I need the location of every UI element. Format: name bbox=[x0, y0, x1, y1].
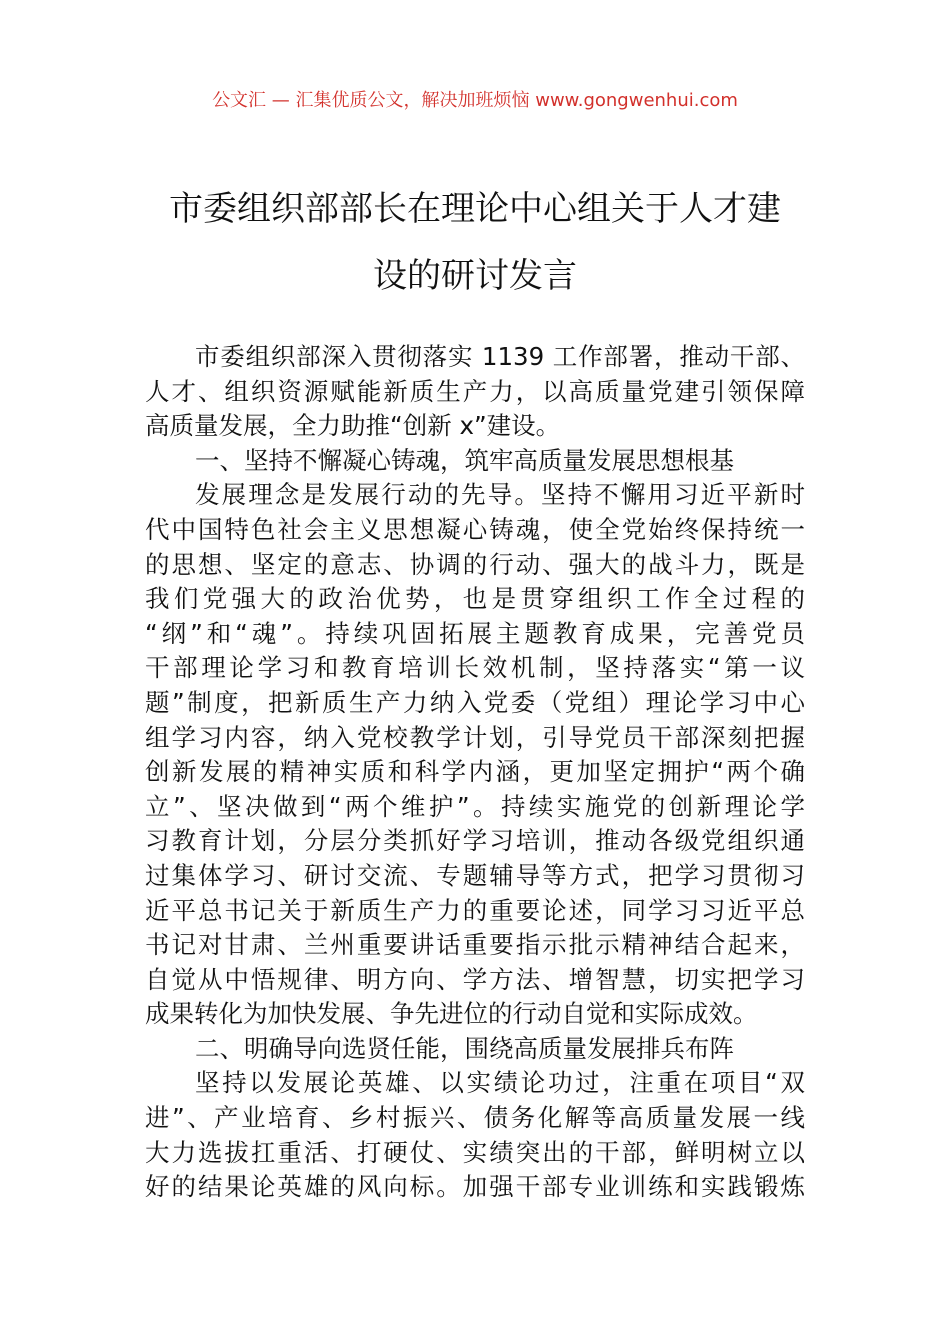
text-line: 干部理论学习和教育培训长效机制，坚持落实“第一议 bbox=[145, 653, 805, 683]
title-line-1: 市委组织部部长在理论中心组关于人才建 bbox=[169, 189, 781, 229]
title-line-2: 设的研讨发言 bbox=[373, 256, 577, 296]
document-body bbox=[145, 340, 805, 1205]
text-line: 高质量发展，全力助推“创新 x”建设。 bbox=[145, 411, 561, 441]
text-line: 二、明确导向选贤任能，围绕高质量发展排兵布阵 bbox=[195, 1033, 734, 1063]
text-line: 自觉从中悟规律、明方向、学方法、增智慧，切实把学习 bbox=[145, 964, 805, 994]
text-line: 立”、坚决做到“两个维护”。持续实施党的创新理论学 bbox=[145, 791, 805, 821]
text-line: 发展理念是发展行动的先导。坚持不懈用习近平新时 bbox=[195, 480, 805, 510]
text-line: 坚持以发展论英雄、以实绩论功过，注重在项目“双 bbox=[195, 1068, 805, 1098]
text-line: 进”、产业培育、乡村振兴、债务化解等高质量发展一线 bbox=[145, 1103, 805, 1133]
text-line: 市委组织部深入贯彻落实 1139 工作部署，推动干部、 bbox=[195, 342, 805, 371]
text-line: 组学习内容，纳入党校教学计划，引导党员干部深刻把握 bbox=[145, 722, 805, 752]
text-line: 习教育计划，分层分类抓好学习培训，推动各级党组织通 bbox=[145, 826, 805, 856]
text-line: 好的结果论英雄的风向标。加强干部专业训练和实践锻炼 bbox=[145, 1172, 805, 1202]
text-line: 过集体学习、研讨交流、专题辅导等方式，把学习贯彻习 bbox=[145, 860, 805, 890]
text-line: 创新发展的精神实质和科学内涵，更加坚定拥护“两个确 bbox=[145, 757, 805, 787]
text-line: 代中国特色社会主义思想凝心铸魂，使全党始终保持统一 bbox=[145, 514, 805, 544]
text-line: 大力选拔扛重活、打硬仗、实绩突出的干部，鲜明树立以 bbox=[145, 1137, 805, 1167]
text-line: 我们党强大的政治优势，也是贯穿组织工作全过程的 bbox=[145, 584, 805, 614]
text-line: 近平总书记关于新质生产力的重要论述，同学习习近平总 bbox=[145, 895, 805, 925]
text-line: 的思想、坚定的意志、协调的行动、强大的战斗力，既是 bbox=[145, 549, 805, 579]
text-line: 人才、组织资源赋能新质生产力，以高质量党建引领保障 bbox=[145, 376, 805, 406]
site-header-banner: 公文汇 — 汇集优质公文，解决加班烦恼 www.gongwenhui.com bbox=[212, 90, 738, 111]
text-line: 书记对甘肃、兰州重要讲话重要指示批示精神结合起来， bbox=[145, 930, 805, 960]
text-line: “纲”和“魂”。持续巩固拓展主题教育成果，完善党员 bbox=[145, 618, 805, 648]
text-line: 题”制度，把新质生产力纳入党委（党组）理论学习中心 bbox=[145, 687, 805, 717]
document-title bbox=[0, 176, 950, 310]
text-line: 成果转化为加快发展、争先进位的行动自觉和实际成效。 bbox=[145, 999, 758, 1029]
text-line: 一、坚持不懈凝心铸魂，筑牢高质量发展思想根基 bbox=[195, 445, 734, 475]
